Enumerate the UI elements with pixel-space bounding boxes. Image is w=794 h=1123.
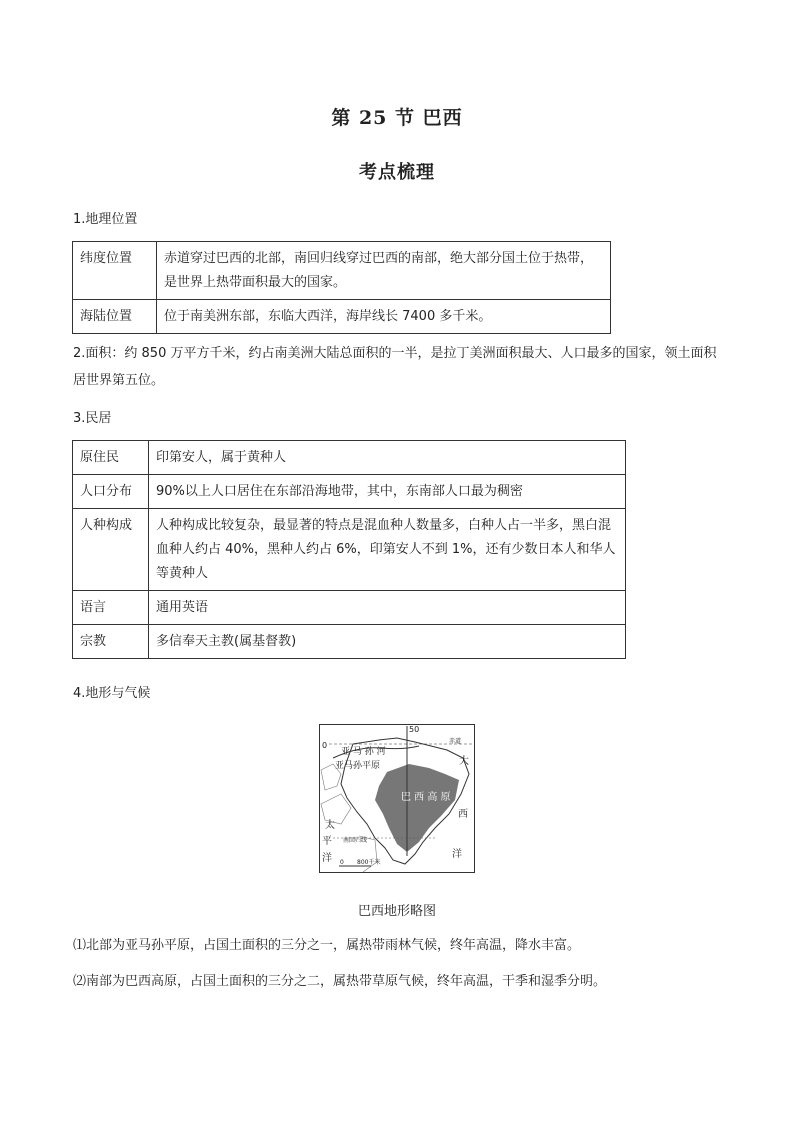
terrain-item-1: ⑴北部为亚马孙平原，占国土面积的三分之一，属热带雨林气候，终年高温，降水丰富。 [73,938,581,953]
pacific-label-2: 平 [322,836,332,847]
pacific-label-3: 洋 [322,853,332,864]
amazon-plain-label: 亚马孙平原 [335,761,381,771]
population-label: 人口分布 [73,475,149,509]
lon-label: 50 [409,725,420,734]
native-label: 原住民 [73,441,149,475]
location-heading: 1.地理位置 [73,212,138,227]
amazon-river-label: 亚 马 孙 河 [341,747,386,757]
religion-label: 宗教 [73,625,149,659]
plateau-label: 巴 西 高 原 [401,792,451,803]
atlantic-label-3: 洋 [452,849,462,860]
atlantic-label-2: 西 [458,809,468,820]
lat-label: 0 [322,741,328,750]
population-text: 90%以上人口居住在东部沿海地带，其中，东南部人口最为稠密 [149,475,626,509]
language-label: 语言 [73,591,149,625]
area-paragraph: 2.面积：约 850 万平方千米，约占南美洲大陆总面积的一半，是拉丁美洲面积最大、人口最多的国家，领土面积居世界第五位。 [73,346,717,388]
page-title: 第 25 节 巴西 [331,107,463,129]
table-row [73,242,611,300]
table-row [73,441,626,475]
native-text: 印第安人，属于黄种人 [149,441,626,475]
scale-zero-label: 0 [340,859,344,866]
residents-table [72,440,626,659]
equator-label: 赤道 [449,738,462,745]
language-text: 通用英语 [149,591,626,625]
terrain-item-2: ⑵南部为巴西高原，占国土面积的三分之二，属热带草原气候，终年高温，干季和湿季分明。 [73,974,607,989]
terrain-heading: 4.地形与气候 [73,686,151,701]
sea-land-text: 位于南美洲东部，东临大西洋，海岸线长 7400 多千米。 [157,300,611,334]
sea-land-label: 海陆位置 [73,300,157,334]
map-caption: 巴西地形略图 [357,904,436,919]
section-title: 考点梳理 [359,162,435,183]
latitude-label: 纬度位置 [73,242,157,300]
table-row [73,591,626,625]
atlantic-label-1: 大 [459,756,469,767]
residents-heading: 3.民居 [73,411,112,426]
table-row [73,625,626,659]
table-row [73,475,626,509]
race-label: 人种构成 [73,509,149,591]
table-row [73,300,611,334]
religion-text: 多信奉天主教(属基督教) [149,625,626,659]
scale-label: 800千米 [357,859,381,866]
brazil-terrain-map [319,724,475,873]
tropic-label: 南回归线 [343,837,368,844]
latitude-text: 赤道穿过巴西的北部，南回归线穿过巴西的南部，绝大部分国土位于热带，是世界上热带面积最大的国家。 [157,242,611,300]
table-row [73,509,626,591]
race-text: 人种构成比较复杂，最显著的特点是混血种人数量多，白种人占一半多，黑白混血种人约占 40%，黑种人约占 6%，印第安人不到 1%，还有少数日本人和华人等黄种人 [149,509,626,591]
location-table [72,241,611,334]
pacific-label-1: 太 [325,820,335,831]
